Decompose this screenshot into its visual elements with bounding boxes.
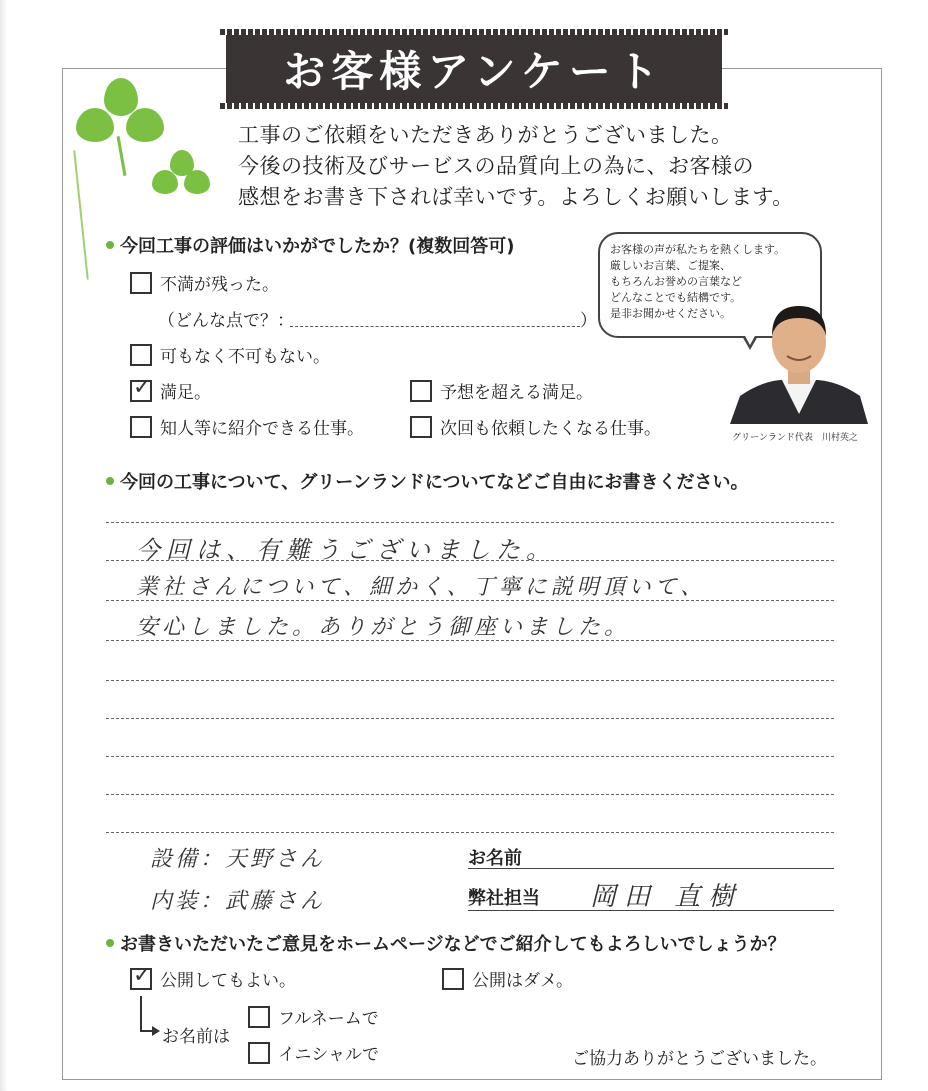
option-label: 満足。 <box>160 383 211 403</box>
q1-option-beyond-expectations[interactable] <box>410 378 593 403</box>
q3-name-initials[interactable] <box>248 1040 379 1065</box>
checkbox[interactable] <box>130 374 152 402</box>
ruled-line <box>106 794 834 795</box>
staff-note: 内装：武藤さん <box>150 889 326 914</box>
staff-note: 設備：天野さん <box>150 847 326 872</box>
q1-option-satisfied[interactable] <box>130 374 211 403</box>
q1-follow-up-label: （どんな点で？： <box>158 311 294 331</box>
clover-small-icon <box>152 150 212 210</box>
option-label: 知人等に紹介できる仕事。 <box>160 419 364 439</box>
intro-text <box>238 120 794 213</box>
intro-line: 感想をお書き下されば幸いです。よろしくお願いします。 <box>238 185 794 209</box>
q1-option-recommendable[interactable] <box>130 414 364 439</box>
thanks-text <box>572 1044 827 1069</box>
checkbox[interactable] <box>410 380 432 402</box>
arrow-line <box>140 996 142 1032</box>
bubble-line: 厳しいお言葉、ご提案、 <box>610 259 731 272</box>
scan-edge-shade <box>0 0 8 1091</box>
check-mark-icon: ✓ <box>133 374 152 400</box>
bullet-dot-icon <box>106 241 114 249</box>
bullet-dot-icon <box>106 939 114 947</box>
ruled-line <box>106 832 834 833</box>
option-label: イニシャルで <box>278 1045 379 1065</box>
option-label: 公開はダメ。 <box>472 971 573 991</box>
ruled-line <box>106 522 834 523</box>
q3-option-publish-no[interactable] <box>442 966 573 991</box>
checkbox[interactable] <box>130 344 152 366</box>
staff-field[interactable] <box>468 910 834 911</box>
option-label: フルネームで <box>278 1009 379 1029</box>
staff-label: 弊社担当 <box>468 888 540 909</box>
option-label: 次回も依頼したくなる仕事。 <box>440 419 661 439</box>
intro-line: 工事のご依頼をいただきありがとうございました。 <box>238 123 733 147</box>
q1-heading-text: 今回工事の評価はいかがでしたか？(複数回答可) <box>120 236 515 257</box>
q1-follow-up-field[interactable] <box>290 326 580 327</box>
checkbox[interactable] <box>410 416 432 438</box>
option-label: 可もなく不可もない。 <box>160 347 330 367</box>
name-field[interactable] <box>468 868 834 869</box>
q2-heading <box>106 468 749 494</box>
comment-line: 業社さんについて、細かく、丁寧に説明頂いて、 <box>136 575 707 600</box>
q3-heading <box>106 930 786 956</box>
q3-option-publish-ok[interactable] <box>130 962 296 991</box>
q1-option-neutral[interactable] <box>130 342 330 367</box>
ruled-line <box>106 756 834 757</box>
page-title: お客様アンケート <box>283 47 665 96</box>
bubble-line: どんなことでも結構です。 <box>610 291 742 304</box>
checkbox[interactable] <box>130 416 152 438</box>
ruled-line <box>106 680 834 681</box>
check-mark-icon: ✓ <box>133 962 152 988</box>
checkbox[interactable] <box>442 968 464 990</box>
comment-line: 安心しました。ありがとう御座いました。 <box>136 615 631 640</box>
bubble-line: 是非お聞かせください。 <box>610 307 731 320</box>
checkbox[interactable] <box>130 272 152 294</box>
q1-heading <box>106 232 514 258</box>
option-label: 予想を超える満足。 <box>440 383 593 403</box>
option-label: 公開してもよい。 <box>160 971 296 991</box>
ruled-line <box>106 718 834 719</box>
checkbox[interactable] <box>248 1042 270 1064</box>
q3-heading-text: お書きいただいたご意見をホームページなどでご紹介してもよろしいでしょうか？ <box>120 934 786 955</box>
q1-option-unsatisfied[interactable] <box>130 270 279 295</box>
checkbox[interactable] <box>248 1006 270 1028</box>
name-label: お名前 <box>468 848 522 869</box>
q1-option-request-again[interactable] <box>410 414 661 439</box>
q3-name-label <box>162 1022 230 1047</box>
intro-line: 今後の技術及びサービスの品質向上の為に、お客様の <box>238 154 754 178</box>
representative-photo <box>730 292 868 424</box>
q2-heading-text: 今回の工事について、グリーンランドについてなどご自由にお書きください。 <box>120 472 749 493</box>
staff-name: 岡田 直樹 <box>590 882 743 912</box>
thanks-label: ご協力ありがとうございました。 <box>572 1049 827 1069</box>
arrow-right-icon <box>152 1026 160 1036</box>
bubble-line: もちろんお誉めの言葉など <box>610 275 742 288</box>
option-label: 不満が残った。 <box>160 275 279 295</box>
checkbox[interactable] <box>130 962 152 990</box>
representative-caption: グリーンランド代表 川村英之 <box>732 433 858 443</box>
q3-name-fullname[interactable] <box>248 1004 379 1029</box>
q1-follow-up-close: ） <box>580 311 597 331</box>
title-banner <box>226 34 722 104</box>
comment-line: 今回は、有難うございました。 <box>136 536 556 564</box>
name-choice-label: お名前は <box>162 1027 230 1047</box>
bubble-line: お客様の声が私たちを熱くします。 <box>610 243 786 256</box>
bullet-dot-icon <box>106 477 114 485</box>
